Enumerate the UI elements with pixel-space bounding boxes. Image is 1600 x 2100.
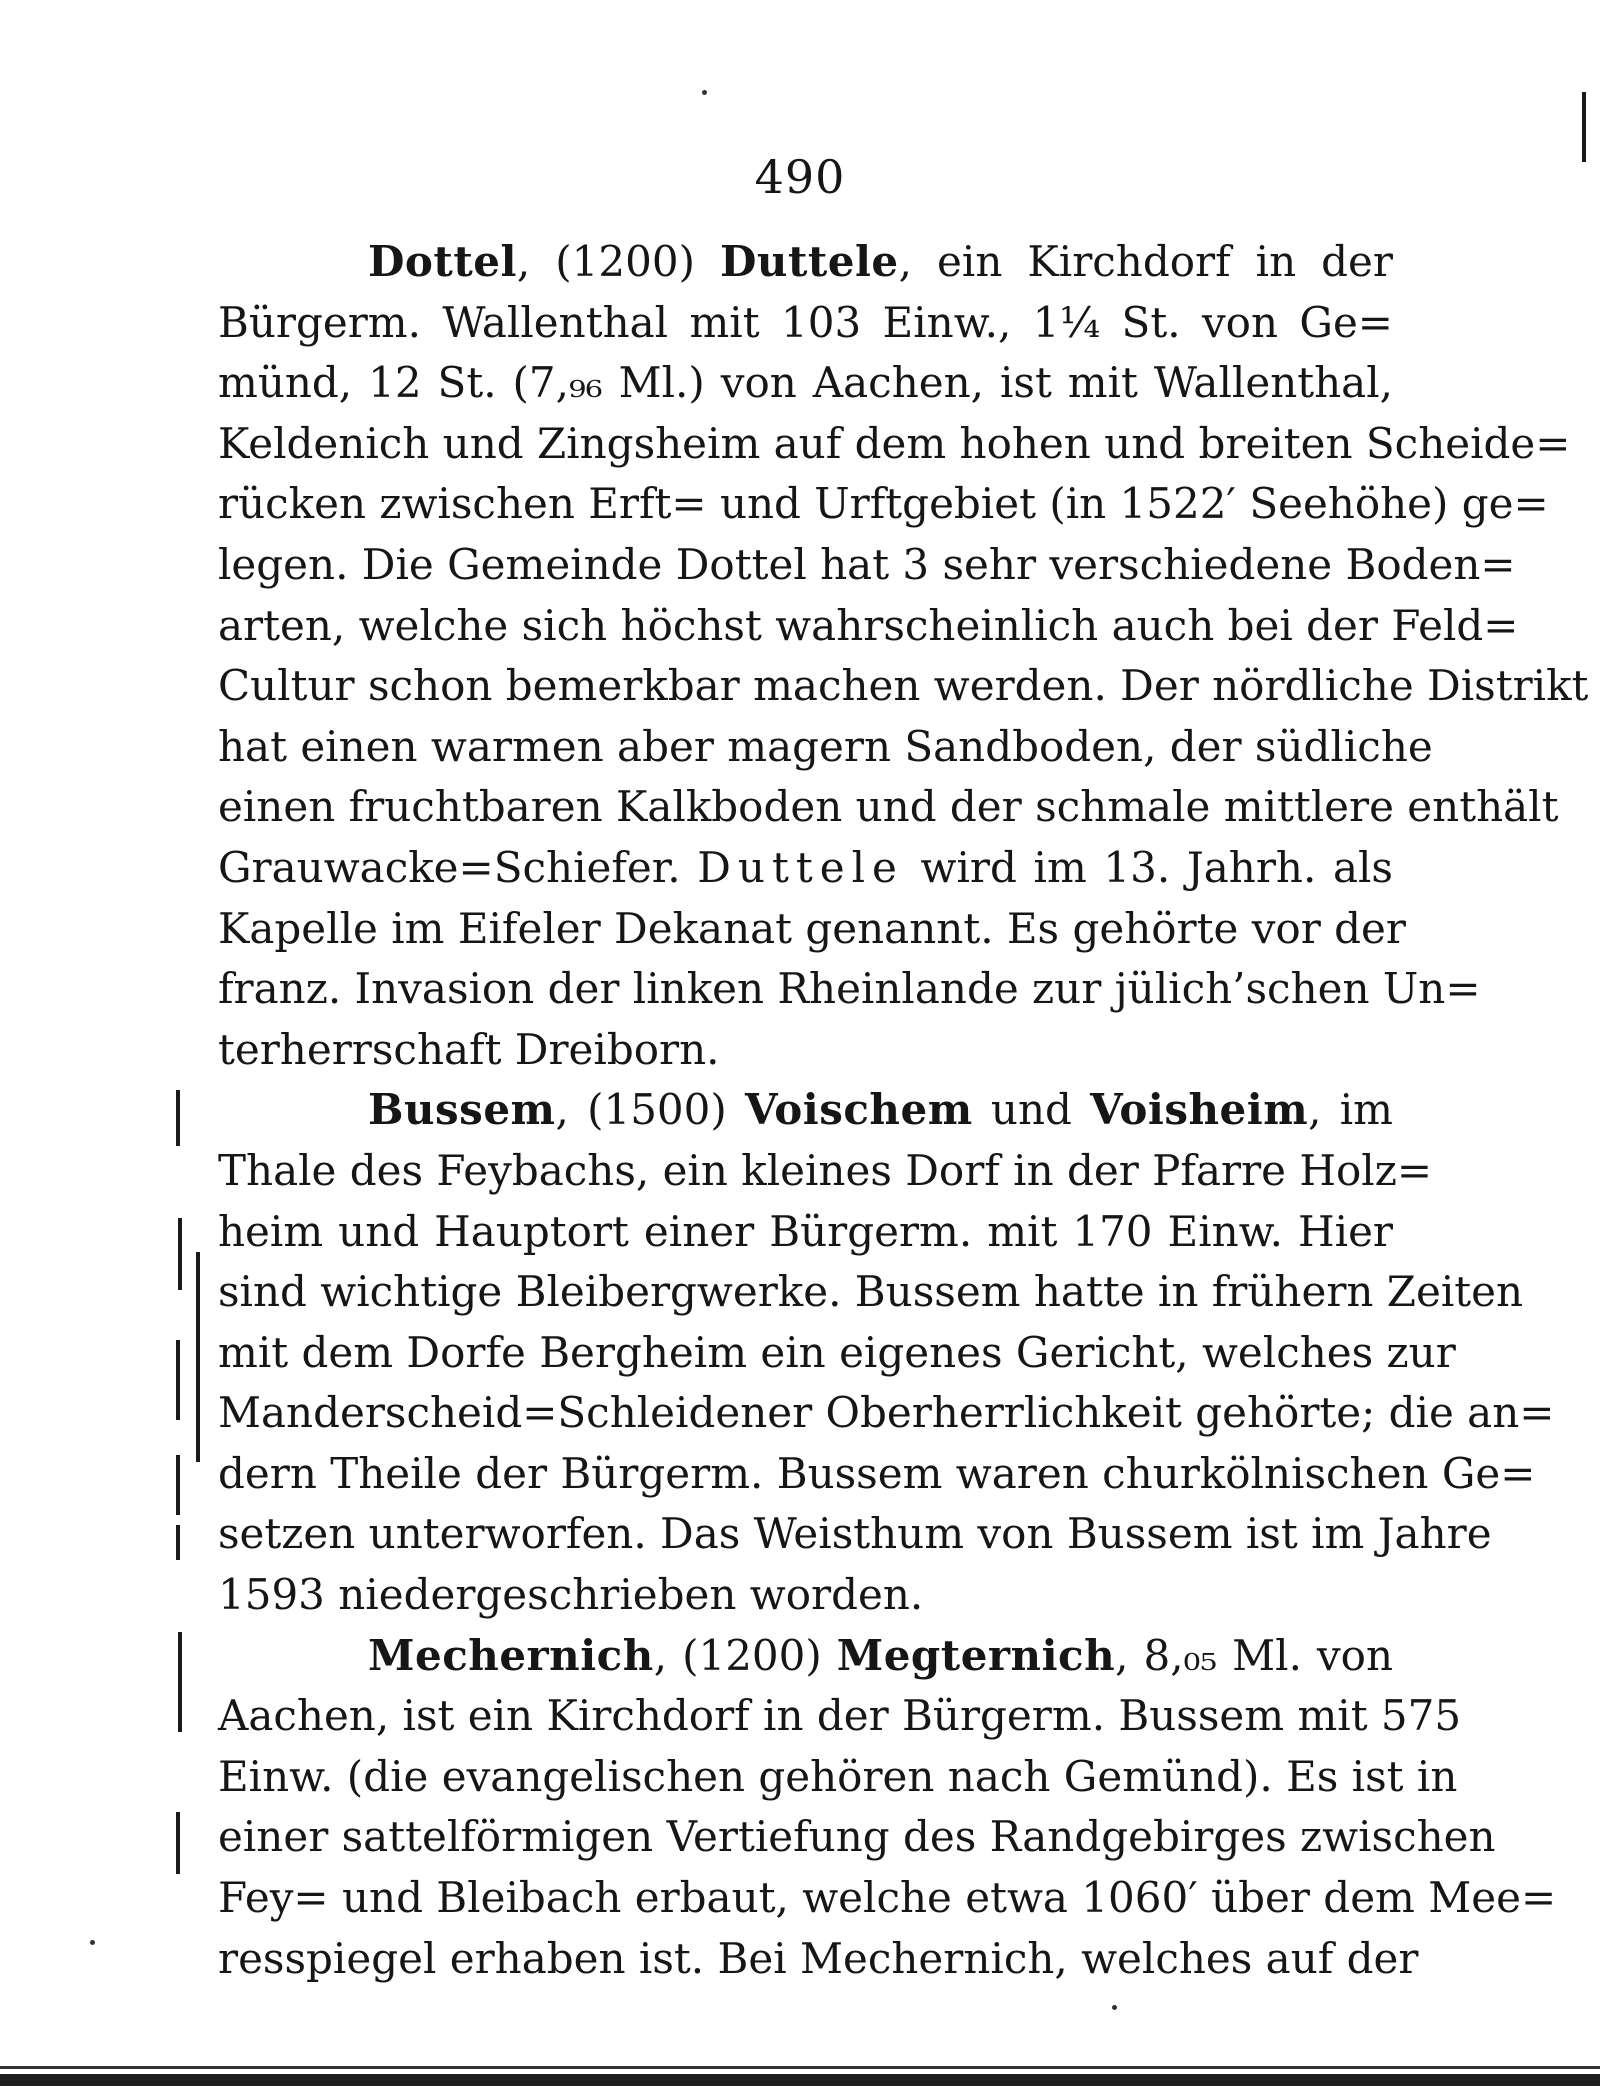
- paragraph: [218, 232, 1589, 1080]
- text-line: [218, 1262, 1524, 1323]
- text-run: 1593 niedergeschrieben worden.: [218, 1570, 924, 1620]
- headword: Bussem: [368, 1085, 556, 1135]
- text-run: , 8,₀₅ Ml. von: [1115, 1630, 1393, 1680]
- text-run: Thale des Feybachs, ein kleines Dorf in der Pfarre Holz=: [218, 1145, 1433, 1195]
- text-run: , (1500): [555, 1085, 746, 1135]
- text-line: [218, 656, 1589, 717]
- text-run: sind wichtige Bleibergwerke. Bussem hatte in frühern Zeiten: [218, 1267, 1524, 1317]
- text-run: , (1200): [516, 237, 720, 286]
- headword: Megternich: [836, 1630, 1116, 1680]
- text-run: terherrschaft Dreiborn.: [218, 1024, 720, 1074]
- text-run: einer sattelförmigen Vertiefung des Randgebirges zwischen: [218, 1812, 1496, 1862]
- scan-speck: [1112, 2005, 1117, 2010]
- scan-edge-line: [0, 2066, 1600, 2069]
- text-line: [218, 1323, 1456, 1384]
- text-line: [218, 293, 1393, 354]
- text-line: [218, 232, 1393, 293]
- headword: Voisheim: [1090, 1085, 1309, 1135]
- text-line: [218, 1020, 1393, 1081]
- text-run: dern Theile der Bürgerm. Bussem waren churkölnischen Ge=: [218, 1448, 1536, 1498]
- text-line: [218, 1626, 1393, 1687]
- text-line: [218, 1565, 1393, 1626]
- text-run: Aachen, ist ein Kirchdorf in der Bürgerm. Bussem mit 575: [218, 1691, 1462, 1741]
- text-run: legen. Die Gemeinde Dottel hat 3 sehr verschiedene Boden=: [218, 539, 1516, 589]
- text-body: [218, 232, 1589, 1989]
- text-line: [218, 838, 1393, 899]
- text-run: arten, welche sich höchst wahrscheinlich auch bei der Feld=: [218, 600, 1519, 650]
- margin-mark: [176, 1090, 180, 1146]
- text-run: Cultur schon bemerkbar machen werden. Der nördliche Distrikt: [218, 661, 1589, 711]
- scan-speck: [90, 1940, 95, 1945]
- text-run: mit dem Dorfe Bergheim ein eigenes Gericht, welches zur: [218, 1327, 1456, 1377]
- margin-mark: [196, 1252, 200, 1462]
- text-run: Bürgerm. Wallenthal mit 103 Einw., 1¼ St. von Ge=: [218, 297, 1393, 347]
- text-run: franz. Invasion der linken Rheinlande zur jülich’schen Un=: [218, 964, 1481, 1014]
- headword: Voischem: [745, 1085, 973, 1135]
- text-line: [218, 353, 1393, 414]
- text-run: Einw. (die evangelischen gehören nach Gemünd). Es ist in: [218, 1751, 1458, 1801]
- text-run: Grauwacke=Schiefer.: [218, 842, 698, 892]
- headword: Duttele: [719, 237, 899, 286]
- text-line: [218, 535, 1516, 596]
- text-line: [218, 596, 1519, 657]
- margin-mark: [178, 1632, 182, 1732]
- text-run: rücken zwischen Erft= und Urftgebiet (in 1522′ Seehöhe) ge=: [218, 479, 1549, 529]
- page-number: 490: [754, 150, 846, 204]
- text-line: [218, 1929, 1419, 1990]
- text-line: [218, 1807, 1496, 1868]
- text-run: Kapelle im Eifeler Dekanat genannt. Es gehörte vor der: [218, 903, 1406, 953]
- paragraph: [218, 1626, 1557, 1990]
- text-run: , (1200): [653, 1630, 837, 1680]
- text-line: [218, 1141, 1433, 1202]
- text-line: [218, 1747, 1458, 1808]
- text-run: , im: [1308, 1085, 1394, 1135]
- text-line: [218, 959, 1481, 1020]
- margin-mark: [176, 1455, 180, 1515]
- text-line: [218, 474, 1549, 535]
- text-line: [218, 1444, 1536, 1505]
- text-run: setzen unterworfen. Das Weisthum von Bussem ist im Jahre: [218, 1509, 1492, 1559]
- text-line: [218, 1080, 1393, 1141]
- text-line: [218, 1383, 1555, 1444]
- text-run: Keldenich und Zingsheim auf dem hohen und breiten Scheide=: [218, 418, 1571, 468]
- text-line: [218, 1202, 1393, 1263]
- text-line: [218, 717, 1433, 778]
- text-line: [218, 1686, 1462, 1747]
- text-line: [218, 414, 1571, 475]
- text-run: Fey= und Bleibach erbaut, welche etwa 1060′ über dem Mee=: [218, 1873, 1557, 1923]
- text-line: [218, 899, 1406, 960]
- margin-mark: [1582, 92, 1586, 162]
- text-run: , ein Kirchdorf in der: [898, 237, 1393, 286]
- text-run: resspiegel erhaben ist. Bei Mechernich, welches auf der: [218, 1933, 1419, 1983]
- margin-mark: [176, 1525, 180, 1560]
- text-line: [218, 777, 1559, 838]
- margin-mark: [176, 1340, 180, 1420]
- scan-speck: [702, 90, 707, 95]
- text-run: Manderscheid=Schleidener Oberherrlichkeit gehörte; die an=: [218, 1388, 1555, 1438]
- spaced-name: Duttele: [697, 842, 904, 892]
- paragraph: [218, 1080, 1555, 1625]
- text-run: und: [972, 1085, 1091, 1135]
- margin-mark: [176, 1812, 180, 1874]
- text-run: einen fruchtbaren Kalkboden und der schmale mittlere enthält: [218, 782, 1559, 832]
- text-run: hat einen warmen aber magern Sandboden, der südliche: [218, 721, 1433, 771]
- margin-mark: [178, 1218, 182, 1290]
- text-line: [218, 1868, 1557, 1929]
- headword: Dottel: [368, 237, 517, 286]
- text-run: münd, 12 St. (7,₉₆ Ml.) von Aachen, ist mit Wallenthal,: [218, 358, 1393, 408]
- scan-bottom-edge: [0, 2074, 1600, 2086]
- text-run: wird im 13. Jahrh. als: [903, 842, 1393, 892]
- text-line: [218, 1504, 1492, 1565]
- text-run: heim und Hauptort einer Bürgerm. mit 170 Einw. Hier: [218, 1206, 1393, 1256]
- headword: Mechernich: [368, 1630, 654, 1680]
